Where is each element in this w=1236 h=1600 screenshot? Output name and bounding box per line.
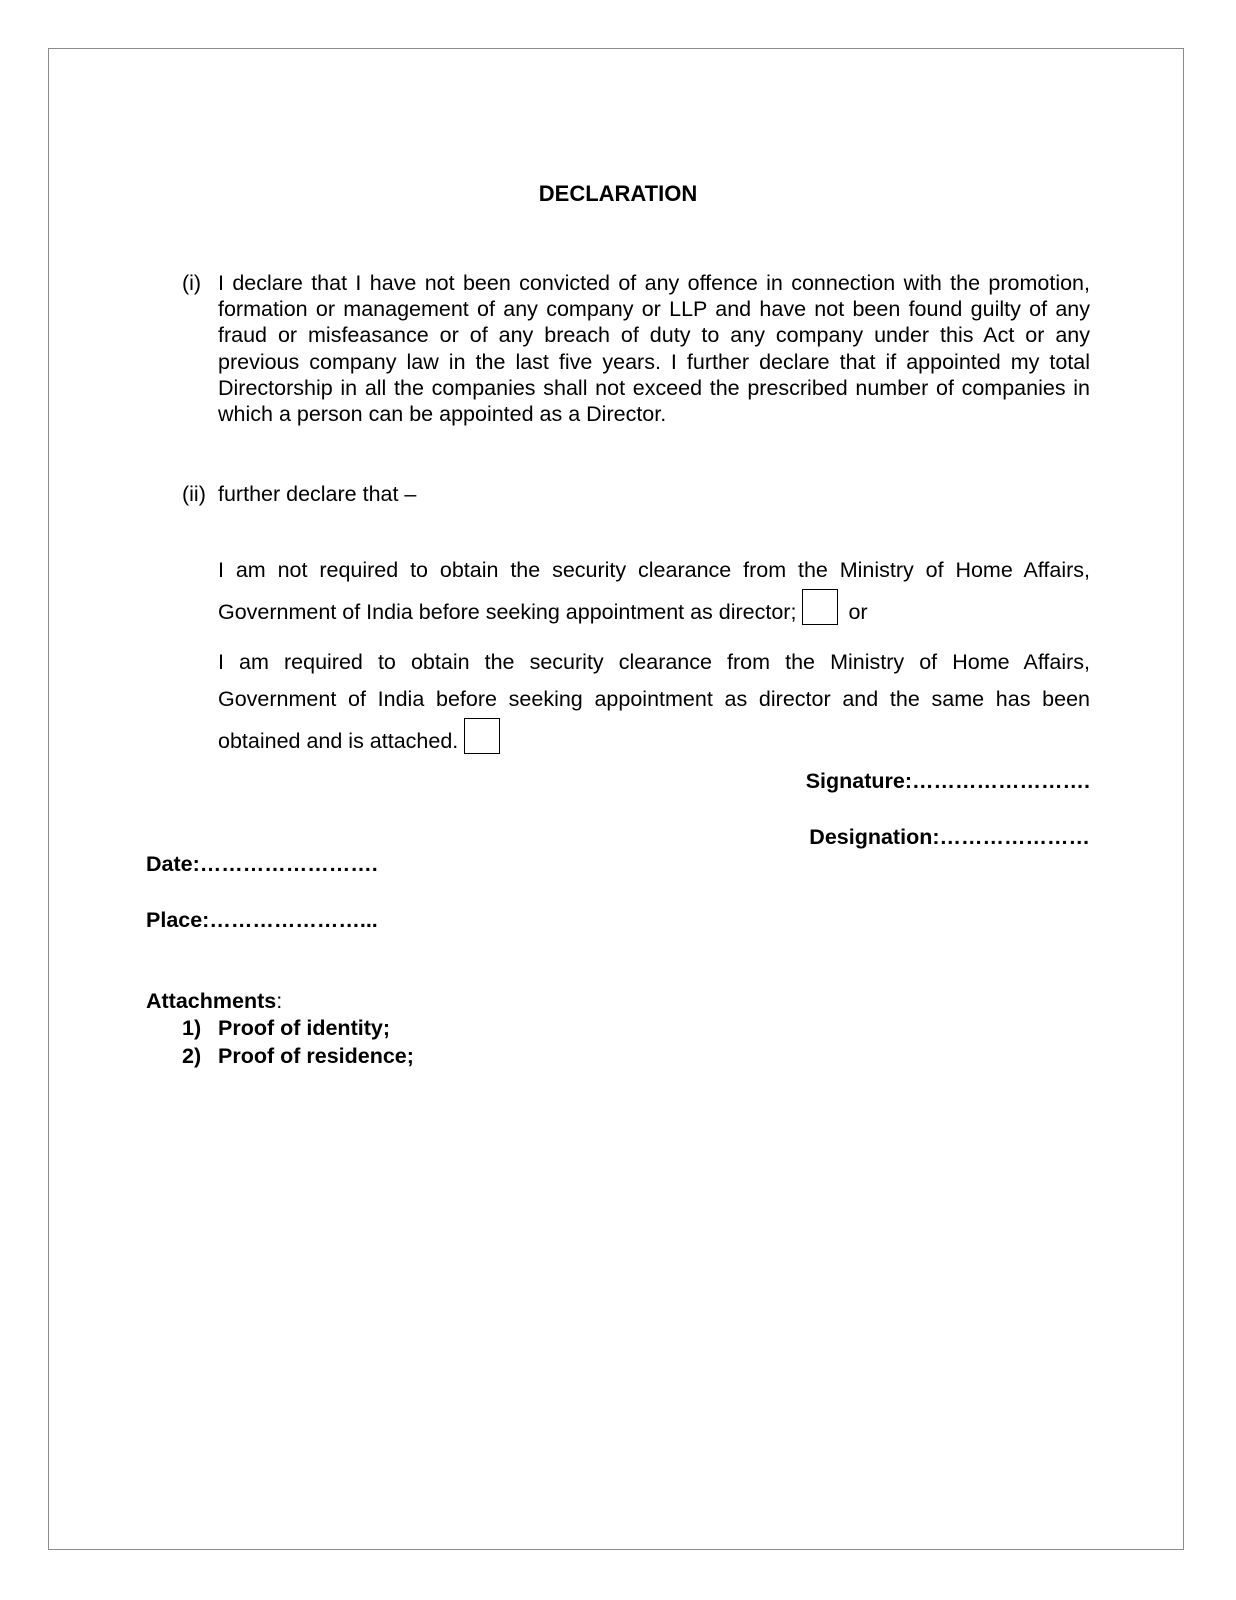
declaration-item-1: I declare that I have not been convicted of any offence in connection with the promotion, formation or management of any company or LLP and have not been found guilty of any fraud or misfeasance or of any breach of duty to any company under this Act or any previous company law in the last five years. I further declare that if appointed my total Directorship in all the companies shall not exceed the prescribed number of companies in which a person can be appointed as a Director. bbox=[218, 271, 1090, 427]
attachments-heading bbox=[146, 988, 282, 1014]
item-2-marker: (ii) bbox=[182, 482, 206, 506]
place-field[interactable]: Place:…………………... bbox=[146, 908, 378, 932]
option-1-text: I am not required to obtain the security clearance from the Ministry of Home Affairs, Government of India before seeking appointment as director; bbox=[218, 558, 1090, 624]
item-1-marker: (i) bbox=[182, 271, 202, 295]
attachments-heading-label: Attachments bbox=[146, 989, 277, 1013]
attachments-heading-colon: : bbox=[276, 989, 283, 1013]
option-separator-or: or bbox=[848, 600, 868, 624]
security-clearance-option-not-required bbox=[218, 552, 1090, 631]
declaration-item-2: further declare that – bbox=[218, 482, 417, 506]
designation-field[interactable]: Designation:………………… bbox=[809, 825, 1090, 849]
attachment-2-number: 2) bbox=[182, 1044, 202, 1068]
option-2-text: I am required to obtain the security clearance from the Ministry of Home Affairs, Government of India before seeking appointment as director and the same has been obtained and is attached. bbox=[218, 650, 1090, 753]
signature-field[interactable]: Signature:……………………. bbox=[805, 769, 1090, 793]
option-2-checkbox[interactable] bbox=[464, 718, 500, 754]
document-title: DECLARATION bbox=[538, 181, 698, 206]
attachment-1-number: 1) bbox=[182, 1016, 202, 1040]
date-field[interactable]: Date:……………………. bbox=[146, 852, 378, 876]
option-1-checkbox[interactable] bbox=[802, 589, 838, 625]
security-clearance-option-required bbox=[218, 644, 1090, 760]
attachment-1-label: Proof of identity; bbox=[218, 1016, 390, 1040]
attachment-2-label: Proof of residence; bbox=[218, 1044, 414, 1068]
